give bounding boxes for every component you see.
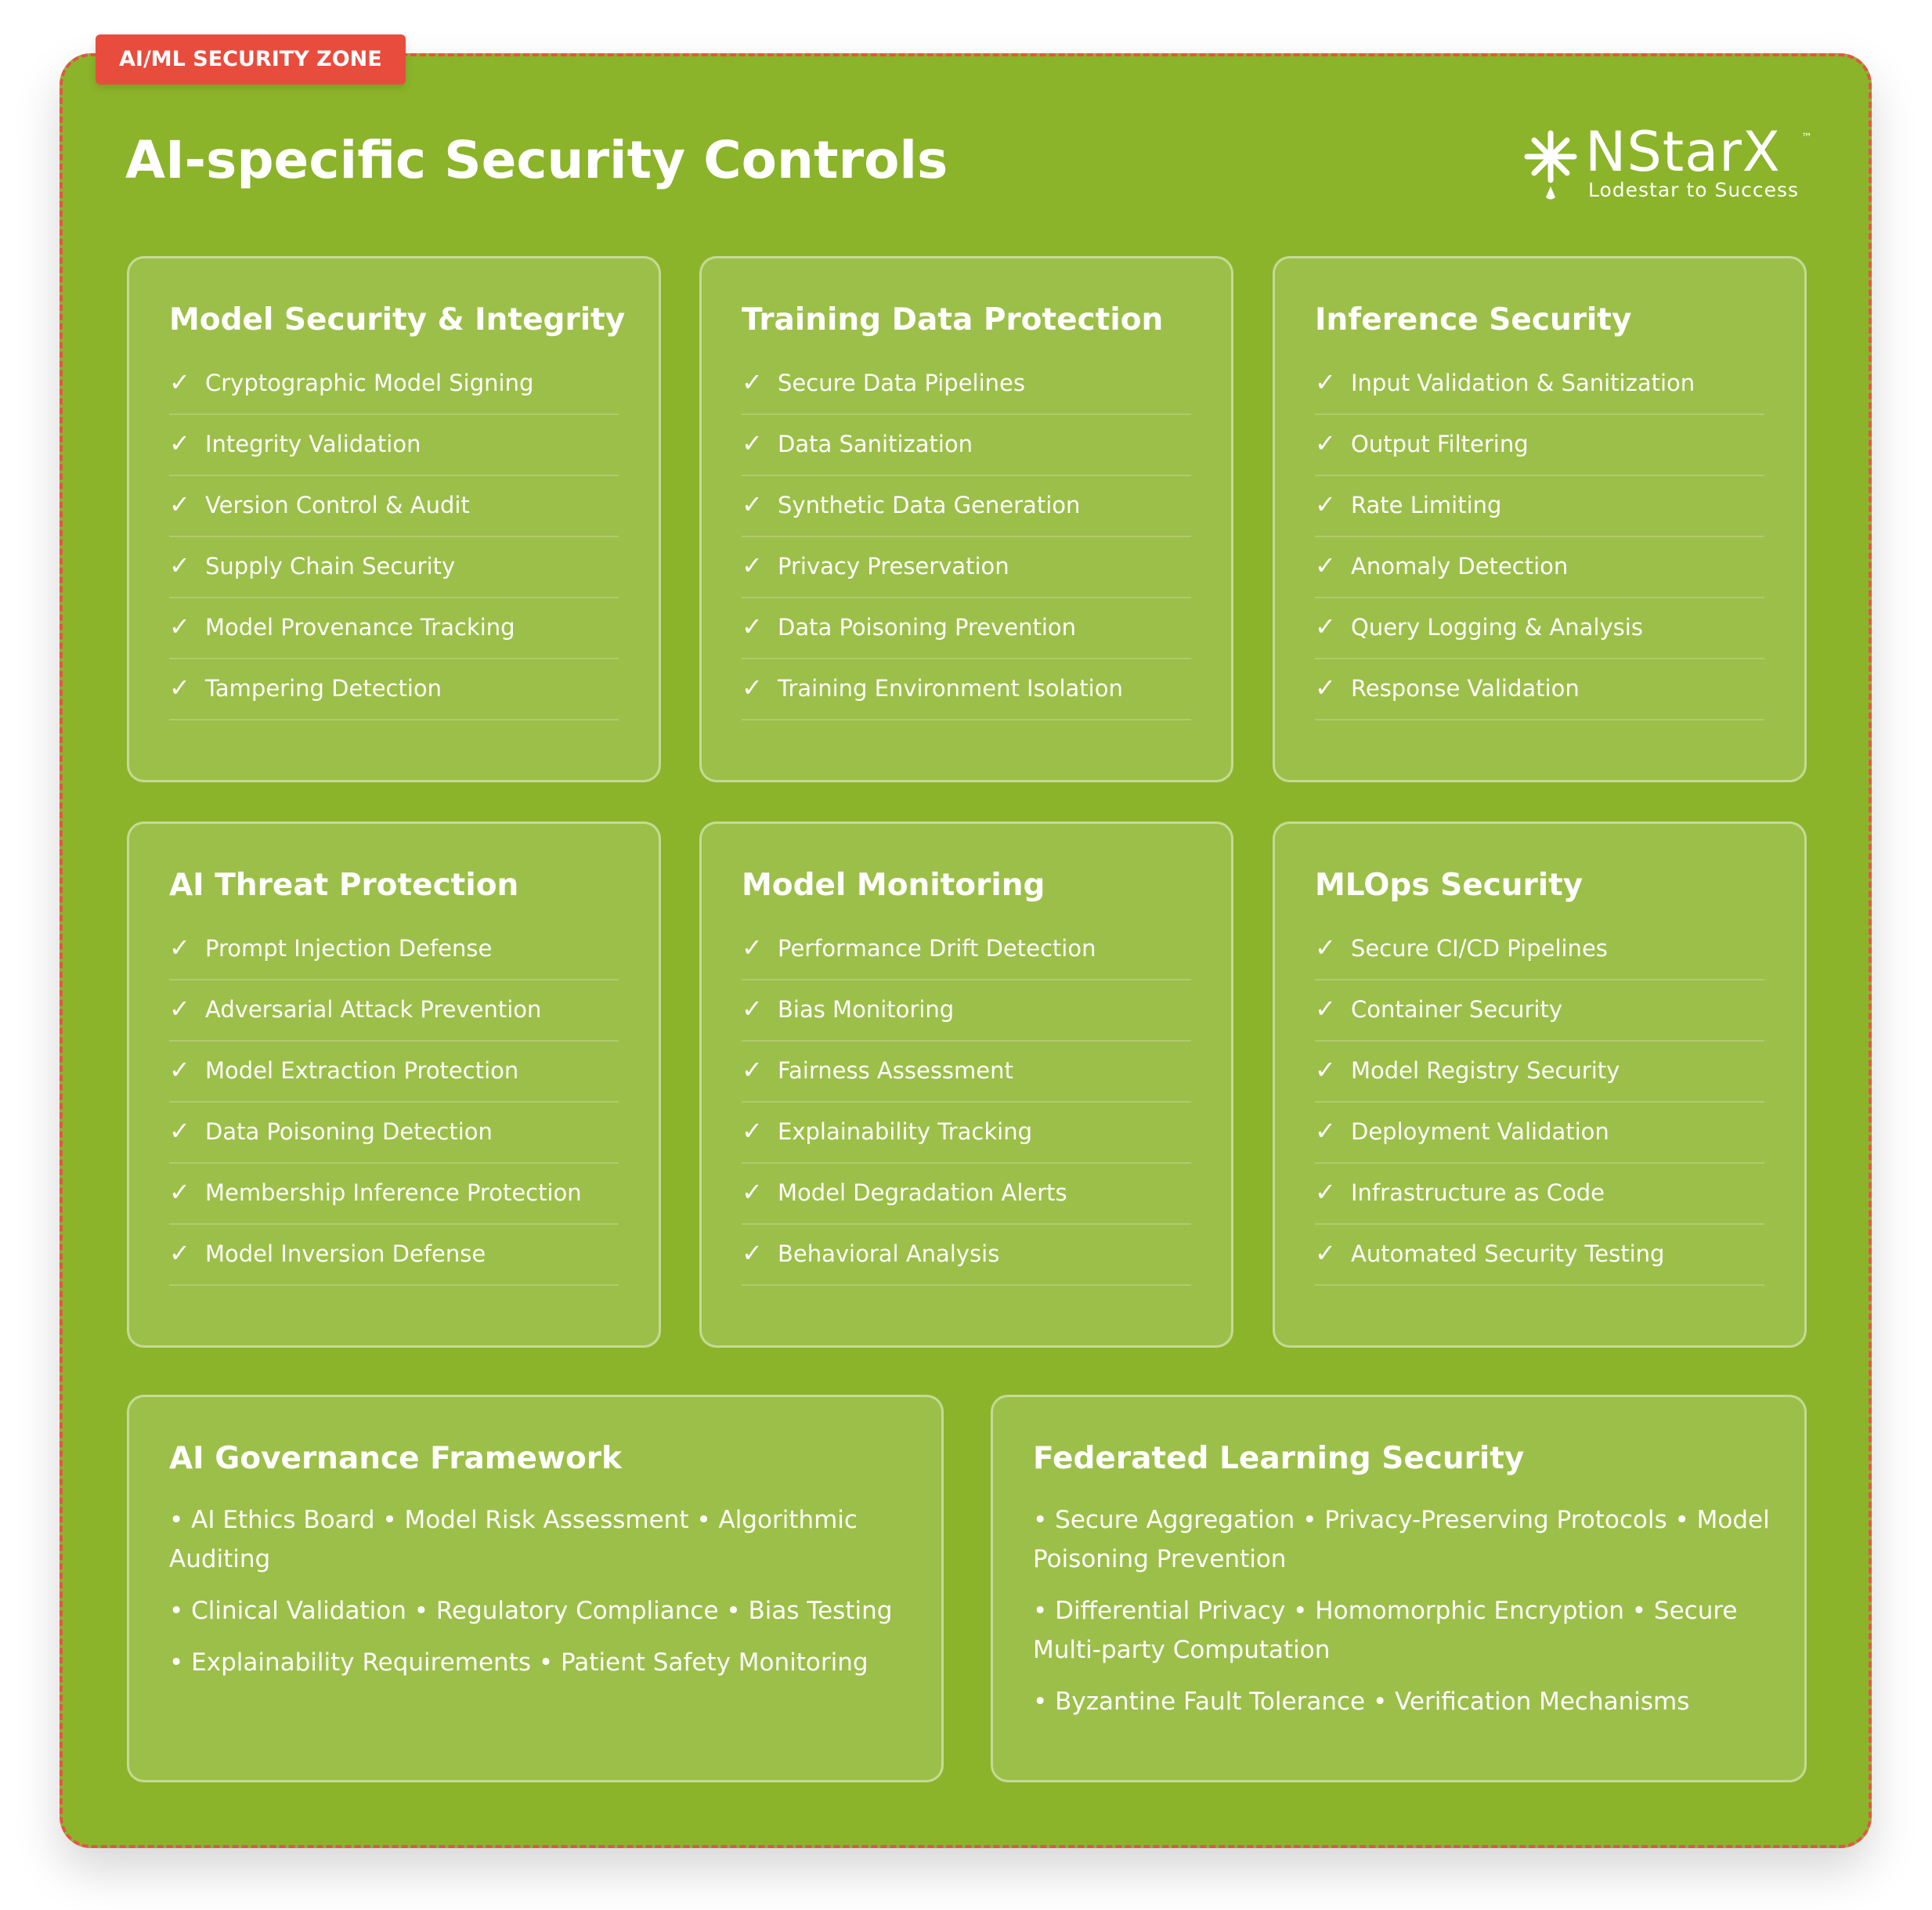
item-label: Explainability Tracking xyxy=(778,1118,1032,1145)
item-label: Prompt Injection Defense xyxy=(205,935,493,962)
card-mlops-security xyxy=(1273,821,1807,1348)
check-icon: ✓ xyxy=(1315,367,1336,397)
list-item xyxy=(742,1164,1191,1225)
list-item xyxy=(742,476,1191,537)
check-icon: ✓ xyxy=(1315,428,1336,458)
list-item xyxy=(1315,415,1764,476)
item-label: Model Inversion Defense xyxy=(205,1240,486,1267)
list-item xyxy=(1315,476,1764,537)
item-label: Container Security xyxy=(1351,996,1563,1023)
list-item xyxy=(169,1164,619,1225)
list-item xyxy=(742,415,1191,476)
check-icon: ✓ xyxy=(742,1177,763,1207)
list-item xyxy=(742,919,1191,980)
check-icon: ✓ xyxy=(169,551,190,580)
card-model-security xyxy=(127,256,661,782)
check-icon: ✓ xyxy=(1315,1177,1336,1207)
list-item xyxy=(742,598,1191,659)
list-item xyxy=(742,1103,1191,1164)
bullet-line: • Explainability Requirements • Patient Safety Monitoring xyxy=(169,1648,868,1677)
item-label: Behavioral Analysis xyxy=(778,1240,1000,1267)
list-item xyxy=(169,1042,619,1103)
item-label: Automated Security Testing xyxy=(1351,1240,1665,1267)
check-icon: ✓ xyxy=(169,994,190,1024)
bullet-line: • Differential Privacy • Homomorphic Encryption • Secure Multi-party Computation xyxy=(1033,1597,1738,1664)
item-label: Secure Data Pipelines xyxy=(778,370,1025,396)
check-icon: ✓ xyxy=(169,612,190,641)
item-label: Integrity Validation xyxy=(205,431,421,457)
page-title: AI-specific Security Controls xyxy=(125,130,948,190)
item-label: Query Logging & Analysis xyxy=(1351,614,1643,641)
card-title: Model Monitoring xyxy=(742,868,1045,903)
list-item xyxy=(742,659,1191,720)
item-label: Training Environment Isolation xyxy=(778,675,1123,702)
check-icon: ✓ xyxy=(1315,994,1336,1024)
list-item xyxy=(169,919,619,980)
list-item xyxy=(1315,537,1764,598)
check-icon: ✓ xyxy=(1315,612,1336,641)
check-icon: ✓ xyxy=(1315,1055,1336,1085)
item-label: Bias Monitoring xyxy=(778,996,955,1023)
card-model-monitoring xyxy=(699,821,1233,1348)
item-label: Model Registry Security xyxy=(1351,1057,1620,1084)
list-item xyxy=(1315,1042,1764,1103)
item-label: Input Validation & Sanitization xyxy=(1351,370,1695,396)
check-icon: ✓ xyxy=(742,367,763,397)
check-icon: ✓ xyxy=(742,1238,763,1268)
nstarx-logo xyxy=(1522,120,1812,211)
item-label: Tampering Detection xyxy=(205,675,442,702)
list-item xyxy=(742,1225,1191,1286)
card-training-data xyxy=(699,256,1233,782)
star-icon xyxy=(1522,128,1579,204)
item-label: Secure CI/CD Pipelines xyxy=(1351,935,1608,962)
list-item xyxy=(1315,354,1764,415)
check-icon: ✓ xyxy=(742,489,763,519)
item-label: Privacy Preservation xyxy=(778,553,1009,579)
card-ai-governance xyxy=(127,1395,944,1782)
check-icon: ✓ xyxy=(169,367,190,397)
check-icon: ✓ xyxy=(1315,1238,1336,1268)
check-icon: ✓ xyxy=(742,1116,763,1146)
card-title: Training Data Protection xyxy=(742,302,1164,338)
card-title: MLOps Security xyxy=(1315,868,1584,903)
bullet-line: • Clinical Validation • Regulatory Compliance • Bias Testing xyxy=(169,1597,893,1625)
card-title: Federated Learning Security xyxy=(1033,1441,1525,1476)
list-item xyxy=(1315,980,1764,1042)
list-item xyxy=(1315,1103,1764,1164)
list-item xyxy=(742,1042,1191,1103)
list-item xyxy=(1315,659,1764,720)
check-icon: ✓ xyxy=(742,673,763,702)
bullet-line: • Byzantine Fault Tolerance • Verification Mechanisms xyxy=(1033,1688,1690,1716)
item-label: Model Extraction Protection xyxy=(205,1057,519,1084)
item-label: Supply Chain Security xyxy=(205,553,456,579)
card-ai-threat-protection xyxy=(127,821,661,1348)
check-icon: ✓ xyxy=(1315,1116,1336,1146)
item-label: Anomaly Detection xyxy=(1351,553,1569,579)
list-item xyxy=(169,415,619,476)
check-icon: ✓ xyxy=(1315,489,1336,519)
check-icon: ✓ xyxy=(1315,551,1336,580)
item-label: Adversarial Attack Prevention xyxy=(205,996,542,1023)
check-icon: ✓ xyxy=(742,994,763,1024)
list-item xyxy=(1315,919,1764,980)
check-icon: ✓ xyxy=(169,1055,190,1085)
list-item xyxy=(169,598,619,659)
check-icon: ✓ xyxy=(742,428,763,458)
item-label: Output Filtering xyxy=(1351,431,1529,457)
list-item xyxy=(169,1103,619,1164)
list-item xyxy=(742,980,1191,1042)
list-item xyxy=(169,980,619,1042)
card-federated-learning xyxy=(991,1395,1807,1782)
check-icon: ✓ xyxy=(169,673,190,702)
zone-tag: AI/ML SECURITY ZONE xyxy=(96,34,406,85)
item-label: Fairness Assessment xyxy=(778,1057,1013,1084)
check-icon: ✓ xyxy=(742,933,763,962)
list-item xyxy=(1315,1225,1764,1286)
card-inference-security xyxy=(1273,256,1807,782)
list-item xyxy=(742,354,1191,415)
item-label: Infrastructure as Code xyxy=(1351,1179,1605,1206)
item-label: Response Validation xyxy=(1351,675,1580,702)
check-icon: ✓ xyxy=(1315,673,1336,702)
bullet-line: • AI Ethics Board • Model Risk Assessment • Algorithmic Auditing xyxy=(169,1506,858,1573)
check-icon: ✓ xyxy=(742,551,763,580)
item-label: Data Sanitization xyxy=(778,431,973,457)
item-label: Membership Inference Protection xyxy=(205,1179,582,1206)
card-title: Inference Security xyxy=(1315,302,1632,338)
list-item xyxy=(169,659,619,720)
card-title: AI Threat Protection xyxy=(169,868,519,903)
item-label: Synthetic Data Generation xyxy=(778,492,1081,518)
list-item xyxy=(169,354,619,415)
list-item xyxy=(169,537,619,598)
list-item xyxy=(169,476,619,537)
check-icon: ✓ xyxy=(1315,933,1336,962)
logo-trademark: ™ xyxy=(1801,132,1812,144)
item-label: Data Poisoning Detection xyxy=(205,1118,493,1145)
check-icon: ✓ xyxy=(169,1238,190,1268)
item-label: Model Provenance Tracking xyxy=(205,614,515,641)
bullet-line: • Secure Aggregation • Privacy-Preserving Protocols • Model Poisoning Prevention xyxy=(1033,1506,1770,1573)
item-label: Performance Drift Detection xyxy=(778,935,1096,962)
item-label: Deployment Validation xyxy=(1351,1118,1609,1145)
list-item xyxy=(1315,1164,1764,1225)
check-icon: ✓ xyxy=(742,1055,763,1085)
item-label: Rate Limiting xyxy=(1351,492,1502,518)
check-icon: ✓ xyxy=(169,1116,190,1146)
check-icon: ✓ xyxy=(169,933,190,962)
item-label: Model Degradation Alerts xyxy=(778,1179,1067,1206)
list-item xyxy=(742,537,1191,598)
item-label: Cryptographic Model Signing xyxy=(205,370,534,396)
check-icon: ✓ xyxy=(169,428,190,458)
card-title: AI Governance Framework xyxy=(169,1441,622,1476)
check-icon: ✓ xyxy=(169,489,190,519)
list-item xyxy=(1315,598,1764,659)
item-label: Version Control & Audit xyxy=(205,492,470,518)
check-icon: ✓ xyxy=(742,612,763,641)
logo-wordmark: NStarX xyxy=(1585,120,1781,184)
check-icon: ✓ xyxy=(169,1177,190,1207)
card-title: Model Security & Integrity xyxy=(169,302,626,338)
list-item xyxy=(169,1225,619,1286)
item-label: Data Poisoning Prevention xyxy=(778,614,1077,641)
logo-tagline: Lodestar to Success xyxy=(1588,179,1800,201)
